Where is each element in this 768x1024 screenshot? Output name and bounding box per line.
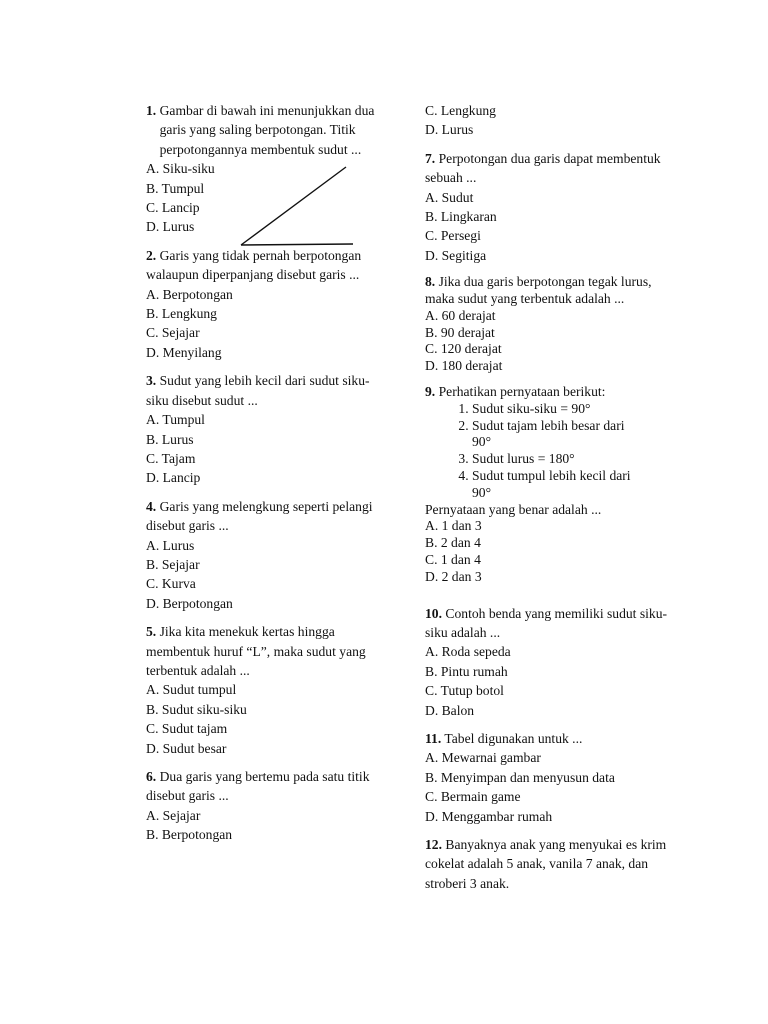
question-text [425,604,675,643]
option-b: B. 2 dan 4 [425,535,481,551]
option-a: A. Sudut [425,189,474,205]
option-a: A. 60 derajat [425,307,496,323]
question-number: 3. [146,373,157,389]
statement-line: 90° [472,484,492,500]
question-12 [425,835,675,893]
statement-line: 90° [472,434,492,450]
question-7 [425,149,675,265]
right-column [425,101,675,902]
option-d: D. Lurus [146,219,195,235]
question-number: 11. [425,731,442,747]
question-number: 2. [146,247,157,263]
question-body: Tabel digunakan untuk ... [444,731,583,747]
option-b: B. Berpotongan [146,827,233,843]
statement-line: 2. Sudut tajam lebih besar dari [472,417,625,433]
question-number: 1. [146,103,157,118]
option-c: C. Bermain game [425,789,521,805]
question-5 [146,622,391,758]
statement-4 [472,468,675,502]
option-b: B. Sudut siku-siku [146,701,247,717]
option-d: D. 180 derajat [425,358,503,374]
option-d: D. Menggambar rumah [425,808,553,824]
option-c: C. Persegi [425,228,481,244]
option-d: D. Menyilang [146,344,222,360]
option-c: C. Sejajar [146,325,200,341]
question-number: 7. [425,150,436,166]
statement-list [425,401,675,502]
option-a: A. Lurus [146,537,195,553]
question-body: Perhatikan pernyataan berikut: [438,384,606,400]
question-body: Jika kita menekuk kertas hingga membentuk huruf “L”, maka sudut yang terbentuk adalah ... [146,624,366,678]
option-b: B. Lingkaran [425,209,497,225]
statement-3 [472,451,675,468]
question-body: Gambar di bawah ini menunjukkan dua garis yang saling berpotongan. Titik perpotongannya membentuk sudut ... [159,103,375,157]
option-c: C. Tutup botol [425,683,504,699]
option-d: D. Segitiga [425,247,487,263]
question-4 [146,497,391,613]
question-body: Garis yang melengkung seperti pelangi disebut garis ... [146,498,373,534]
option-b: B. Tumpul [146,180,205,196]
statement-2 [472,418,675,452]
option-b: B. Pintu rumah [425,663,508,679]
question-number: 8. [425,274,436,290]
question-11 [425,729,675,826]
question-number: 4. [146,498,157,514]
option-a: A. Berpotongan [146,286,233,302]
option-c: C. Kurva [146,576,196,592]
option-b: B. Lengkung [146,306,217,322]
statement-line: 3. Sudut lurus = 180° [472,451,575,467]
question-body: Perpotongan dua garis dapat membentuk sebuah ... [425,150,661,186]
question-number: 5. [146,624,157,640]
question-6 [146,767,391,845]
question-body: Sudut yang lebih kecil dari sudut siku-siku disebut sudut ... [146,373,370,408]
option-c: C. Lancip [146,200,200,216]
question-body: Contoh benda yang memiliki sudut siku-siku adalah ... [425,605,668,640]
option-d: D. Balon [425,702,475,718]
option-a: A. Mewarnai gambar [425,750,541,766]
question-text [146,101,391,159]
statement-line: 4. Sudut tumpul lebih kecil dari [472,468,631,484]
option-a: A. Tumpul [146,412,205,428]
diagonal-line [241,167,346,245]
question-body: Banyaknya anak yang menyukai es krim cokelat adalah 5 anak, vanila 7 anak, dan stroberi 3 anak. [425,837,667,891]
question-6-continued [425,101,675,140]
option-d: D. Sudut besar [146,740,227,756]
question-8 [425,274,675,375]
option-d: D. Berpotongan [146,595,233,611]
question-number: 9. [425,384,436,400]
question-text [146,371,391,410]
question-3 [146,371,391,487]
option-c: C. Tajam [146,450,196,466]
question-9 [425,384,675,586]
intersecting-lines-figure [236,163,360,253]
option-c: C. 1 dan 4 [425,552,481,567]
question-text [146,622,391,680]
question-text [425,384,675,401]
question-body: Jika dua garis berpotongan tegak lurus, maka sudut yang terbentuk adalah ... [425,274,652,307]
option-c: C. 120 derajat [425,341,502,357]
question-text [425,729,675,748]
question-text [146,497,391,536]
option-a: A. Siku-siku [146,161,215,177]
question-2 [146,246,391,362]
question-number: 6. [146,769,157,784]
option-d: D. Lancip [146,470,201,486]
option-a: A. 1 dan 3 [425,518,482,534]
question-text [425,274,675,308]
option-b: B. 90 derajat [425,324,495,340]
option-d: D. Lurus [425,122,474,138]
option-b: B. Menyimpan dan menyusun data [425,769,615,785]
option-d: D. 2 dan 3 [425,568,482,584]
option-c: C. Sudut tajam [146,721,228,737]
question-text [425,149,675,188]
option-a: A. Sudut tumpul [146,682,237,698]
option-b: B. Lurus [146,431,194,447]
question-text [425,835,675,893]
question-10 [425,604,675,720]
question-number: 12. [425,837,442,853]
option-c: C. Lengkung [425,103,496,118]
question-body: Dua garis yang bertemu pada satu titik disebut garis ... [146,769,370,804]
question-text [146,767,391,806]
option-a: A. Sejajar [146,807,201,823]
option-b: B. Sejajar [146,556,200,572]
question-body: Garis yang tidak pernah berpotongan walaupun diperpanjang disebut garis ... [146,247,362,283]
statement-line: 1. Sudut siku-siku = 90° [472,400,591,416]
horizontal-line [241,244,353,245]
option-a: A. Roda sepeda [425,644,511,660]
question-prompt: Pernyataan yang benar adalah ... [425,501,602,517]
question-number: 10. [425,605,442,621]
statement-1 [472,401,675,418]
